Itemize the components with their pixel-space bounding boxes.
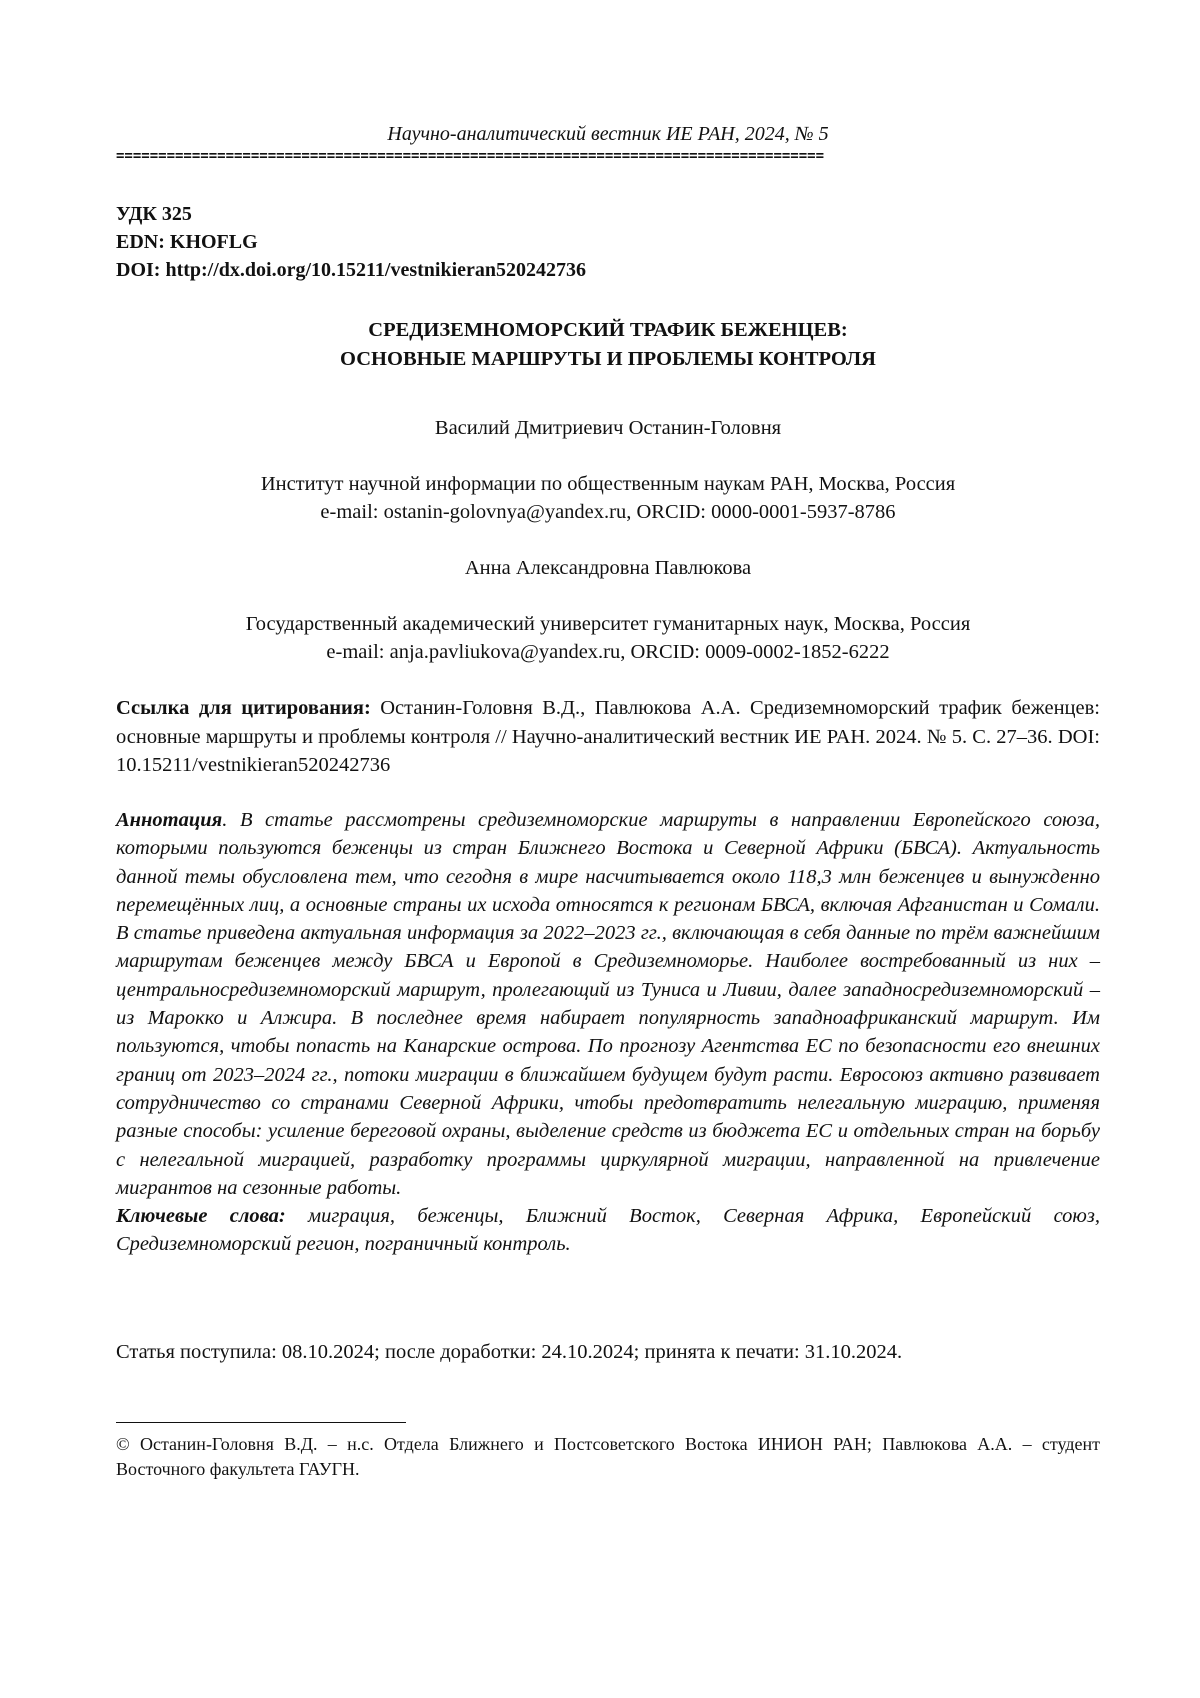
abstract-block [116,806,1100,1259]
footnote: © Останин-Головня В.Д. – н.с. Отдела Ближнего и Постсоветского Востока ИНИОН РАН; Павлюкова А.А. – студент Восточного факультета ГАУГН. [116,1434,1100,1479]
title-line-2: ОСНОВНЫЕ МАРШРУТЫ И ПРОБЛЕМЫ КОНТРОЛЯ [340,348,876,370]
author-1-name: Василий Дмитриевич Останин-Головня [434,417,782,439]
keywords-label: Ключевые слова: [116,1205,286,1228]
author-2-contact[interactable]: e-mail: anja.pavliukova@yandex.ru, ORCID: 0009-0002-1852-6222 [326,641,890,663]
abstract-label: Аннотация [116,809,223,831]
title-line-1: СРЕДИЗЕМНОМОРСКИЙ ТРАФИК БЕЖЕНЦЕВ: [368,319,848,341]
article-metadata [116,200,1100,284]
running-head: Научно-аналитический вестник ИЕ РАН, 2024, № 5 [387,123,829,145]
edn-code: EDN: KHOFLG [116,231,258,253]
author-1-affiliation-block [116,470,1100,526]
author-2-affiliation-block [116,610,1100,666]
keywords-text: миграция, беженцы, Ближний Восток, Северная Африка, Европейский союз, Средиземноморский регион, пограничный контроль. [116,1205,1100,1256]
author-2-affiliation: Государственный академический университет гуманитарных наук, Москва, Россия [245,613,971,635]
keywords-block [116,1202,1100,1259]
abstract-text: . В статье рассмотрены средиземноморские маршруты в направлении Европейского союза, которыми пользуются беженцы из стран Ближнего Востока и Северной Африки (БВСА). Актуальность данной темы обусловлена тем, что сегодня в мире насчитывается около 118,3 млн беженцев и вынужденно перемещённых лиц, а основные страны их исхода относятся к регионам БВСА, включая Афганистан и Сомали. В статье приведена актуальная информация за 2022–2023 гг., включающая в себя данные по трём важнейшим маршрутам беженцев между БВСА и Европой в Средиземноморье. Наиболее востребованный из них – центральносредиземноморский маршрут, пролегающий из Туниса и Ливии, далее западносредиземноморский – из Марокко и Алжира. В последнее время набирает популярность западноафриканский маршрут. Им пользуются, чтобы попасть на Канарские острова. По прогнозу Агентства ЕС по безопасности его внешних границ от 2023–2024 гг., потоки миграции в ближайшем будущем будут расти. Евросоюз активно развивает сотрудничество со странами Северной Африки, чтобы предотвратить нелегальную миграцию, применяя разные способы: усиление береговой охраны, выделение средств из бюджета ЕС и отдельных стран на борьбу с нелегальной миграцией, разработку программы циркулярной миграции, направленной на привлечение мигрантов на сезонные работы. [116,809,1100,1199]
publication-dates: Статья поступила: 08.10.2024; после доработки: 24.10.2024; принята к печати: 31.10.2024. [116,1341,903,1363]
footnote-divider [116,1422,406,1423]
author-1-contact[interactable]: e-mail: ostanin-golovnya@yandex.ru, ORCID: 0000-0001-5937-8786 [320,501,896,523]
citation-block [116,694,1100,780]
doi-link[interactable]: DOI: http://dx.doi.org/10.15211/vestnikieran520242736 [116,259,587,281]
header-separator: ==================================================================================== [116,148,825,164]
citation-text: Останин-Головня В.Д., Павлюкова А.А. Средиземноморский трафик беженцев: основные маршруты и проблемы контроля // Научно-аналитический вестник ИЕ РАН. 2024. № 5. С. 27–36. DOI: 10.15211/vestnikieran520242736 [116,697,1100,776]
article-title [116,316,1100,374]
author-2-name: Анна Александровна Павлюкова [464,557,752,579]
author-1-affiliation: Институт научной информации по общественным наукам РАН, Москва, Россия [260,473,956,495]
udk-code: УДК 325 [116,203,192,225]
citation-label: Ссылка для цитирования: [116,697,371,719]
